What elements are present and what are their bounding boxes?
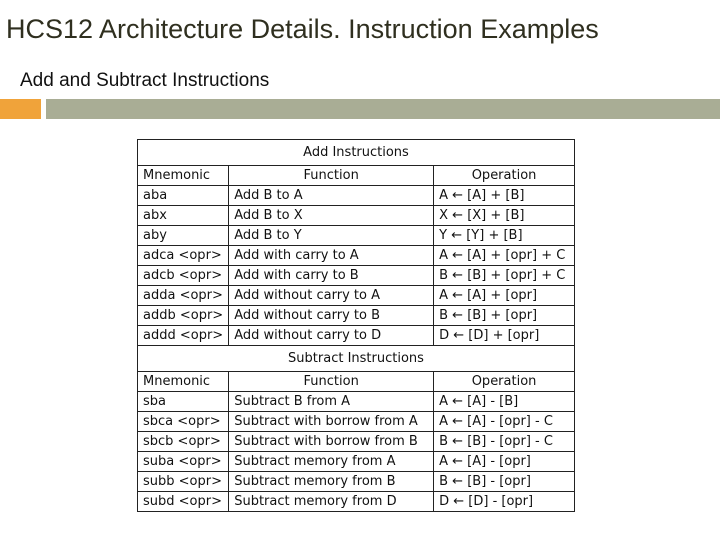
add-col-operation: Operation <box>434 166 575 186</box>
function-cell: Add B to Y <box>229 226 434 246</box>
subtract-section <box>138 346 575 512</box>
subtract-section-header: Subtract Instructions <box>138 346 575 372</box>
add-col-function: Function <box>229 166 434 186</box>
slide-title: HCS12 Architecture Details. Instruction Examples <box>6 14 599 44</box>
function-cell: Add with carry to A <box>229 246 434 266</box>
function-cell: Subtract with borrow from A <box>229 412 434 432</box>
operation-cell: A ← [A] - [opr] - C <box>434 412 575 432</box>
operation-cell: B ← [B] + [opr] + C <box>434 266 575 286</box>
add-col-mnemonic: Mnemonic <box>138 166 229 186</box>
operation-cell: A ← [A] + [opr] <box>434 286 575 306</box>
mnemonic-cell: adca <opr> <box>138 246 229 266</box>
subtract-col-operation: Operation <box>434 372 575 392</box>
operation-cell: D ← [D] - [opr] <box>434 492 575 512</box>
function-cell: Subtract with borrow from B <box>229 432 434 452</box>
subtract-col-mnemonic: Mnemonic <box>138 372 229 392</box>
mnemonic-cell: suba <opr> <box>138 452 229 472</box>
function-cell: Add with carry to B <box>229 266 434 286</box>
function-cell: Add B to X <box>229 206 434 226</box>
operation-cell: A ← [A] + [B] <box>434 186 575 206</box>
mnemonic-cell: addd <opr> <box>138 326 229 346</box>
table-row <box>138 452 575 472</box>
add-section-header: Add Instructions <box>138 140 575 166</box>
table-row <box>138 326 575 346</box>
table-row <box>138 472 575 492</box>
operation-cell: Y ← [Y] + [B] <box>434 226 575 246</box>
accent-bar-gray <box>46 99 720 119</box>
function-cell: Subtract memory from B <box>229 472 434 492</box>
instruction-table <box>137 139 575 512</box>
function-cell: Add without carry to B <box>229 306 434 326</box>
subtract-col-function: Function <box>229 372 434 392</box>
mnemonic-cell: adda <opr> <box>138 286 229 306</box>
operation-cell: A ← [A] + [opr] + C <box>434 246 575 266</box>
mnemonic-cell: abx <box>138 206 229 226</box>
operation-cell: D ← [D] + [opr] <box>434 326 575 346</box>
operation-cell: A ← [A] - [opr] <box>434 452 575 472</box>
mnemonic-cell: adcb <opr> <box>138 266 229 286</box>
operation-cell: A ← [A] - [B] <box>434 392 575 412</box>
mnemonic-cell: subd <opr> <box>138 492 229 512</box>
table-row <box>138 246 575 266</box>
mnemonic-cell: subb <opr> <box>138 472 229 492</box>
table-row <box>138 432 575 452</box>
slide-subtitle: Add and Subtract Instructions <box>20 70 270 91</box>
function-cell: Subtract memory from D <box>229 492 434 512</box>
mnemonic-cell: sba <box>138 392 229 412</box>
function-cell: Add without carry to D <box>229 326 434 346</box>
function-cell: Add without carry to A <box>229 286 434 306</box>
table-row <box>138 186 575 206</box>
mnemonic-cell: aby <box>138 226 229 246</box>
function-cell: Subtract B from A <box>229 392 434 412</box>
operation-cell: B ← [B] - [opr] - C <box>434 432 575 452</box>
accent-bar-orange <box>0 99 41 119</box>
operation-cell: X ← [X] + [B] <box>434 206 575 226</box>
mnemonic-cell: addb <opr> <box>138 306 229 326</box>
mnemonic-cell: sbcb <opr> <box>138 432 229 452</box>
table-row <box>138 206 575 226</box>
table-row <box>138 286 575 306</box>
add-section <box>138 140 575 346</box>
table-row <box>138 306 575 326</box>
table-row <box>138 412 575 432</box>
table-row <box>138 492 575 512</box>
mnemonic-cell: sbca <opr> <box>138 412 229 432</box>
function-cell: Add B to A <box>229 186 434 206</box>
function-cell: Subtract memory from A <box>229 452 434 472</box>
operation-cell: B ← [B] - [opr] <box>434 472 575 492</box>
table-row <box>138 226 575 246</box>
table-row <box>138 266 575 286</box>
mnemonic-cell: aba <box>138 186 229 206</box>
table-row <box>138 392 575 412</box>
operation-cell: B ← [B] + [opr] <box>434 306 575 326</box>
